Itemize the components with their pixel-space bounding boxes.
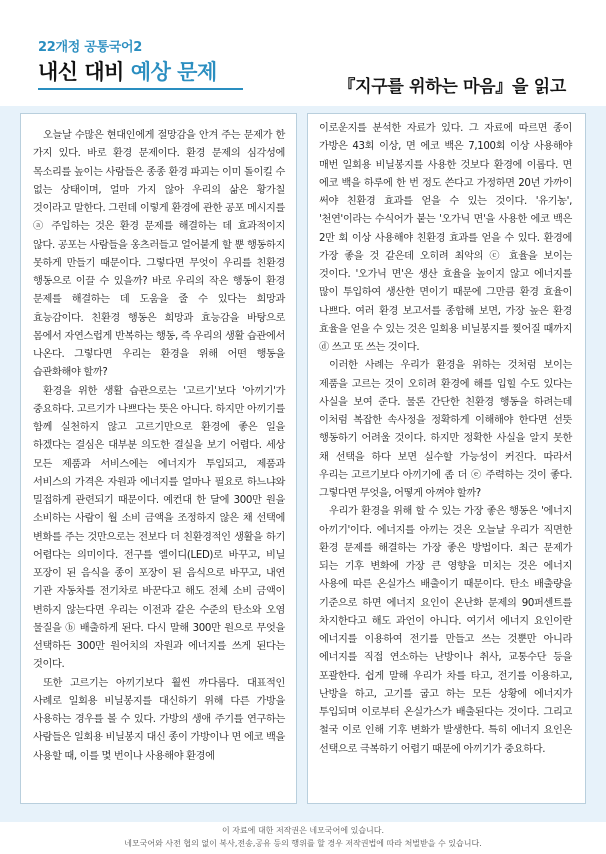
footer-line-2: 네모국어와 사전 협의 없이 복사,전송,공유 등의 행위를 할 경우 저작권법에 따라 처벌받을 수 있습니다. <box>124 839 482 848</box>
header-title-accent: 예상 문제 <box>130 60 217 84</box>
header-title-plain: 내신 대비 <box>38 60 131 84</box>
footer-line-1: 이 자료에 대한 저작권은 네모국어에 있습니다. <box>221 826 385 835</box>
header-subtitle: 22개정 공통국어2 <box>38 40 143 55</box>
right-paragraph-3: 우리가 환경을 위해 할 수 있는 가장 좋은 행동은 '에너지 아끼기'이다. 에너지를 아끼는 것은 오늘날 우리가 직면한 환경 문제를 해결하는 가장 좋은 방법이다. 최근 문제가 되는 기후 변화에 가장 큰 영향을 미치는 것은 에너지 사용에 따른 온실가스 배출이기 때문이다. 탄소 배출량을 기준으로 하면 에너지 요인이 온난화 문제의 90퍼센트를 차지한다고 해도 과언이 아니다. 여기서 에너지 요인이란 에너지를 이용하여 전기를 만들고 쓰는 것뿐만 아니라 에너지를 직접 연소하는 난방이나 취사, 교통수단 등을 포괄한다. 쉽게 말해 우리가 차를 타고, 전기를 이용하고, 난방을 하고, 고기를 굽고 하는 모든 상황에 에너지가 투입되며 이로부터 온실가스가 배출된다는 것이다. 그리고 철국 이로 인해 기후 변화가 발생한다. 특히 에너지 요인은 선택으로 극복하기 어렵기 때문에 아끼기가 중요하다. <box>319 506 572 755</box>
left-paragraph-1: 오늘날 수많은 현대인에게 절망감을 안겨 주는 문제가 한 가지 있다. 바로 환경 문제이다. 환경 문제의 심각성에 목소리를 높이는 사람들은 종종 환경 파괴는 이미 돌이킬 수 없는 상태이며, 얼마 가지 않아 우리의 삶은 황가칠 것이라고 말한다. 그런데 이렇게 환경에 관한 공포 메시지를 ⓐ 주입하는 것은 환경 문제를 해결하는 데 효과적이지 않다. 공포는 사람들을 옹츠러들고 얼어붙게 할 뿐 행동하지 못하게 만들기 때문이다. 그렇다면 무엇이 우리를 친환경 행동으로 이끌 수 있을까? 바로 우리의 작은 행동이 환경 문제를 해결하는 데 도움을 줄 수 있다는 희망과 효능감이다. 친환경 행동은 희망과 효능감을 바탕으로 몸에서 자연스럽게 반복하는 행동, 즉 우리의 생활 습관에서 나온다. 그렇다면 우리는 환경을 위해 어떤 행동을 습관화해야 할까? <box>33 130 285 379</box>
left-paragraph-3: 또한 고르기는 아끼기보다 훨씬 까다롭다. 대표적인 사례로 일회용 비닐봉지를 대신하기 위해 다른 가방을 사용하는 경우를 볼 수 있다. 가방의 생애 주기를 연구하는 사람들은 일회용 비닐봉지 대신 종이 가방이나 면 에코 백을 사용할 때, 이를 몇 번이나 사용해야 환경에 <box>33 677 285 762</box>
left-text-column <box>20 113 297 804</box>
copyright-footer <box>0 824 606 850</box>
left-paragraph-2: 환경을 위한 생활 습관으로는 '고르기'보다 '아끼기'가 중요하다. 고르기가 나쁘다는 뜻은 아니다. 하지만 아끼기를 함께 실천하지 않고 고르기만으로 환경에 좋은 일을 하겠다는 결심은 대부분 의도한 결실을 보기 어렵다. 세상 모든 제품과 서비스에는 에너지가 투입되고, 제품과 서비스의 가격은 자원과 에너지를 얼마나 필요로 하느냐와 밀접하게 관련되기 때문이다. 예컨대 한 달에 300만 원을 소비하는 사람이 월 소비 금액을 조정하지 않은 채 선택에 변화를 주는 것만으로는 전보다 더 친환경적인 생활을 하기 어렵다는 의미이다. 전구를 엘이디(LED)로 바꾸고, 비닐 포장이 된 음식을 종이 포장이 된 음식으로 바꾸고, 내연 기관 자동차를 전기차로 바꾼다고 해도 전체 소비 금액이 변하지 않는다면 우리는 이전과 같은 수준의 탄소와 오염 물질을 ⓑ 배출하게 된다. 다시 말해 300만 원으로 무엇을 선택하든 300만 원어치의 자원과 에너지를 쓰게 된다는 것이다. <box>33 385 285 671</box>
right-text-column <box>307 113 586 804</box>
header-title <box>38 56 217 86</box>
document-title: 『지구를 위하는 마음』을 읽고 <box>338 77 566 97</box>
header-underline <box>38 88 243 90</box>
right-paragraph-1: 이로운지를 분석한 자료가 있다. 그 자료에 따르면 종이 가방은 43회 이상, 면 에코 백은 7,100회 이상 사용해야 매번 일회용 비닐봉지를 사용한 것보다 환경에 이롭다. 면 에코 백을 하루에 한 번 정도 쓴다고 가정하면 20년 가까이 써야 친환경 효과를 얻을 수 있는 것이다. '유기농', '천연'이라는 수식어가 붙는 '오가닉 면'을 사용한 에코 백은 2만 회 이상 사용해야 친환경 효과를 얻을 수 있다. 환경에 가장 좋을 것 같은데 오히려 최악의 ⓒ 효율을 보이는 것이다. '오가닉 면'은 생산 효율을 높이지 않고 에너지를 많이 투입하여 생산한 면이기 때문에 그만큼 환경 효율이 나쁘다. 여러 환경 보고서를 종합해 보면, 가장 높은 환경 효율을 얻을 수 있는 것은 일회용 비닐봉지를 찢어질 때까지 ⓓ 쓰고 또 쓰는 것이다. <box>319 123 572 353</box>
right-paragraph-2: 이러한 사례는 우리가 환경을 위하는 것처럼 보이는 제품을 고르는 것이 오히려 환경에 해를 입힐 수도 있다는 사실을 보여 준다. 물론 간단한 친환경 행동을 하려는데 이처럼 복잡한 속사정을 정확하게 이해해야 한다면 선뜻 행동하기 어려울 것이다. 하지만 정확한 사실을 알지 못한 채 선택을 하다 보면 실수할 가능성이 커진다. 따라서 우리는 고르기보다 아끼기에 좀 더 ⓔ 주력하는 것이 좋다. 그렇다면 무엇을, 어떻게 아껴야 할까? <box>319 360 572 499</box>
